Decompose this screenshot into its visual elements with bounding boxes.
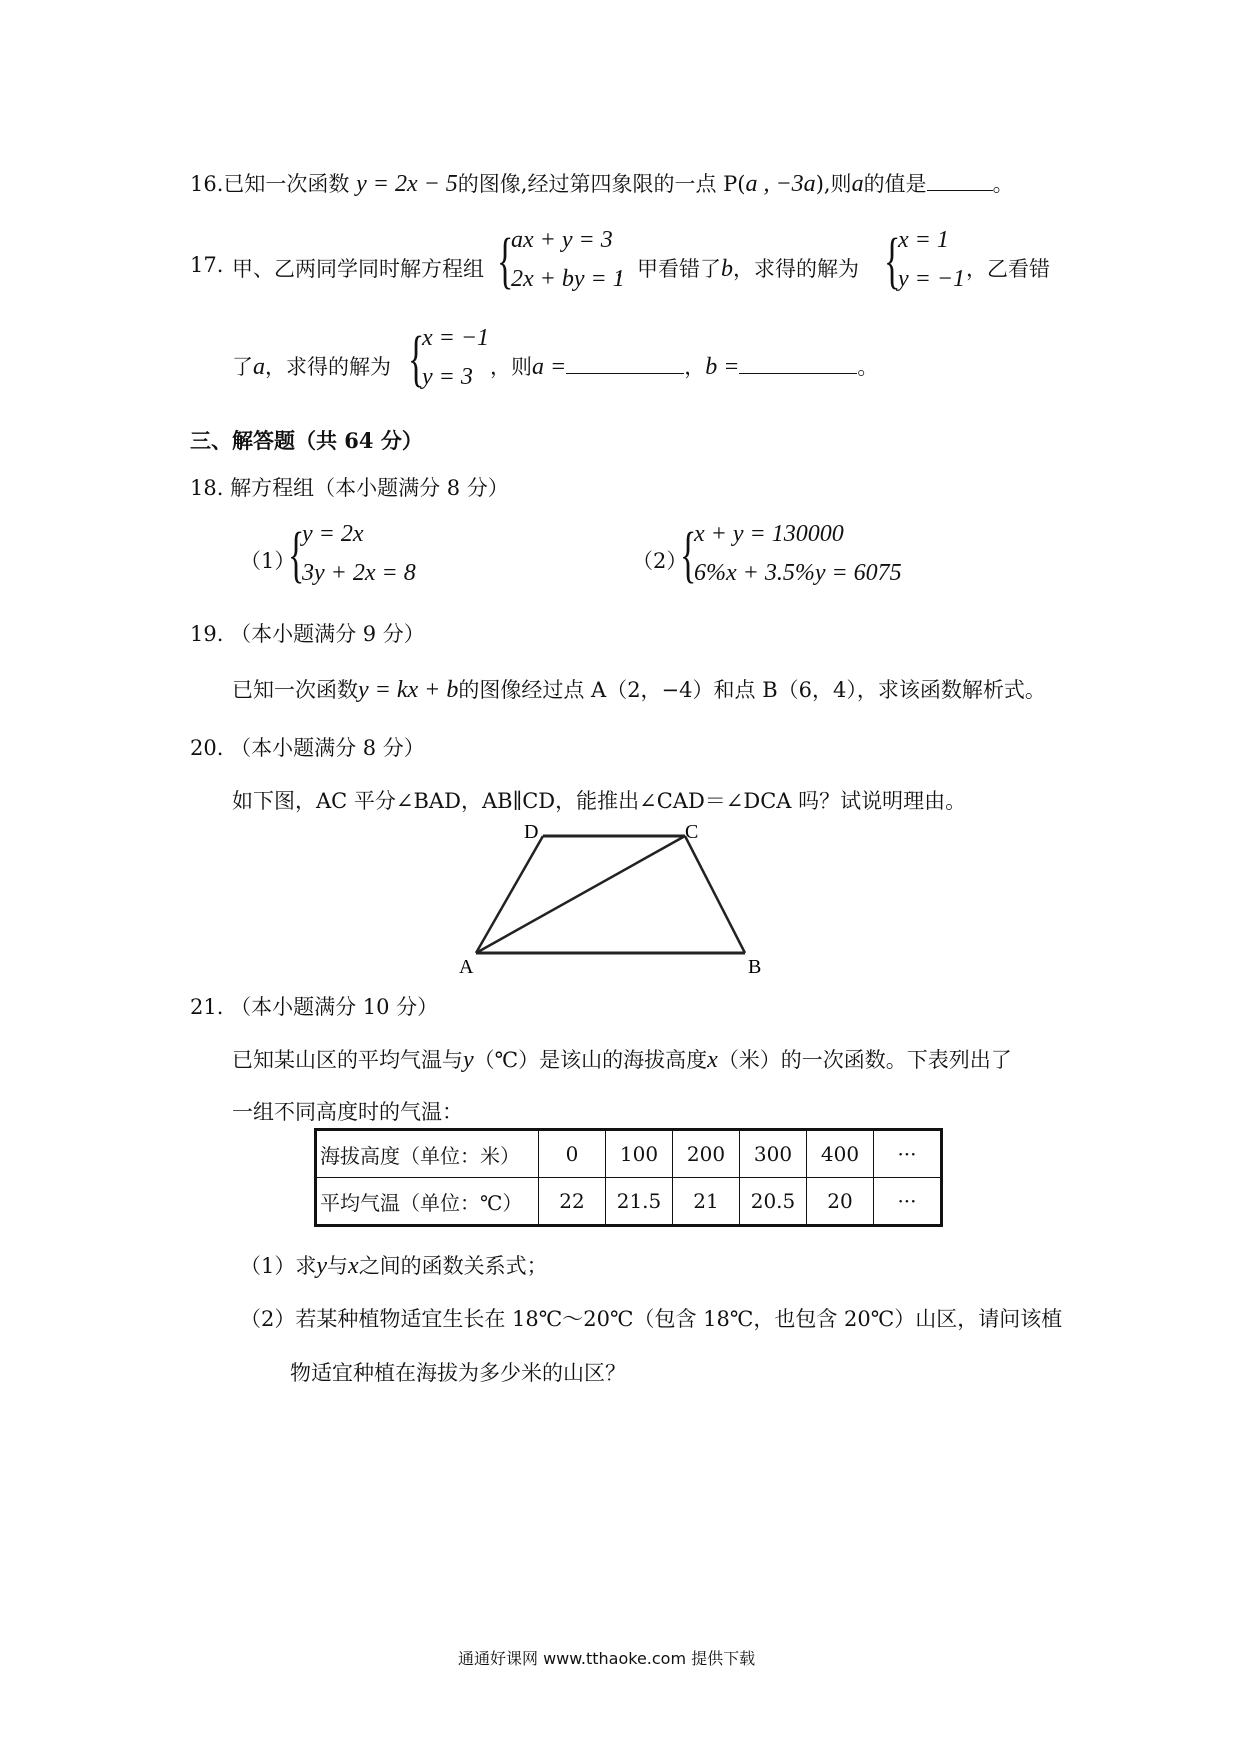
label-b: B <box>748 956 762 978</box>
table-cell: 平均气温（单位：℃） <box>316 1178 539 1226</box>
table-row <box>316 1178 942 1226</box>
q16-function: y = 2x − 5 <box>356 171 458 197</box>
q19-text: 已知一次函数y = kx + b的图像经过点 A（2，−4）和点 B（6，4），求该函数解析式。 <box>232 677 1046 703</box>
q18-part1-eq2: 3y + 2x = 8 <box>302 560 416 586</box>
q17-answer-a-label: a = <box>532 354 567 380</box>
q17-system-brace: { <box>497 227 514 295</box>
table-cell: 20.5 <box>740 1178 807 1226</box>
q16-text: 的图像,经过第四象限的一点 P( <box>457 172 746 196</box>
q21-var-y: y <box>463 1047 474 1073</box>
q17-answer-b-blank <box>739 351 857 374</box>
table-cell: 海拔高度（单位：米） <box>316 1130 539 1178</box>
section-3-title: 三、解答题（共 64 分） <box>190 428 423 453</box>
table-cell: ··· <box>874 1178 942 1226</box>
q18-part2-eq2: 6%x + 3.5%y = 6075 <box>694 560 902 586</box>
q16-text: 的值是 <box>863 172 927 196</box>
table-cell: 22 <box>539 1178 606 1226</box>
q17-sol2-brace: { <box>408 325 425 393</box>
q16-answer-blank <box>927 168 993 191</box>
q17-answer-b-label: b = <box>705 354 740 380</box>
q21-text-line1: 已知某山区的平均气温与y（℃）是该山的海拔高度x（米）的一次函数。下表列出了 <box>232 1047 1012 1073</box>
q17-sol1-eq2: y = −1 <box>898 266 966 292</box>
q16-text: ),则 <box>815 172 852 196</box>
q18-part2-label: （2） <box>632 549 688 573</box>
question-18-title: 18. 解方程组（本小题满分 8 分） <box>190 476 509 500</box>
q17-line2: 了a，求得的解为 <box>232 354 391 380</box>
q18-part2-brace: { <box>680 521 697 589</box>
q17-var-b: b <box>721 256 733 282</box>
q16-point: a , −3a <box>745 171 816 197</box>
trapezoid-figure <box>455 818 775 978</box>
q17-sol2-eq2: y = 3 <box>422 364 473 390</box>
table-cell: ··· <box>874 1130 942 1178</box>
q17-system-eq1: ax + y = 3 <box>511 227 613 253</box>
q17-answers: ，则a = ，b = 。 <box>490 351 878 381</box>
q18-part1-brace: { <box>288 521 305 589</box>
q16-var: a <box>851 171 864 197</box>
q17-text: 甲、乙两同学同时解方程组 <box>232 257 484 281</box>
q20-text: 如下图，AC 平分∠BAD，AB∥CD，能推出∠CAD＝∠DCA 吗？试说明理由。 <box>232 789 967 813</box>
q21-part2-line2: 物适宜种植在海拔为多少米的山区？ <box>290 1361 626 1385</box>
question-21-title: 21. （本小题满分 10 分） <box>190 995 439 1019</box>
segment-cb <box>685 836 745 953</box>
q21-var-x: x <box>707 1047 718 1073</box>
q18-part1-eq1: y = 2x <box>302 521 364 547</box>
q17-sol1-eq1: x = 1 <box>898 227 949 253</box>
table-cell: 300 <box>740 1130 807 1178</box>
q17-text: ，甲看错了b，求得的解为 <box>616 256 859 282</box>
q21-part1-var-x: x <box>348 1253 359 1279</box>
altitude-temperature-table <box>314 1128 943 1227</box>
q17-text: ，乙看错 <box>966 257 1050 281</box>
table-cell: 400 <box>807 1130 874 1178</box>
label-c: C <box>685 821 699 843</box>
question-17-number: 17. <box>190 253 224 277</box>
q17-sol2-eq1: x = −1 <box>422 325 490 351</box>
q19-function: y = kx + b <box>358 677 459 703</box>
q16-end: 。 <box>992 172 1014 196</box>
q16-text: 已知一次函数 <box>223 172 350 196</box>
q17-system-eq2: 2x + by = 1 <box>511 266 625 292</box>
question-20-title: 20. （本小题满分 8 分） <box>190 736 425 760</box>
q21-part1-var-y: y <box>316 1253 328 1279</box>
q16-number: 16. <box>190 172 224 196</box>
q18-part2-eq1: x + y = 130000 <box>694 521 844 547</box>
page-footer: 通通好课网 www.tthaoke.com 提供下载 <box>458 1649 756 1668</box>
table-cell: 21.5 <box>606 1178 673 1226</box>
q21-part1: （1）求y与x之间的函数关系式； <box>240 1253 548 1279</box>
table-row <box>316 1130 942 1178</box>
table-cell: 21 <box>673 1178 740 1226</box>
table-cell: 200 <box>673 1130 740 1178</box>
segment-ac <box>476 836 685 953</box>
q17-var-a: a <box>253 354 265 380</box>
q17-sol1-brace: { <box>884 227 901 295</box>
table-cell: 20 <box>807 1178 874 1226</box>
q21-part2-line1: （2）若某种植物适宜生长在 18℃～20℃（包含 18℃，也包含 20℃）山区，请问该植 <box>240 1307 1063 1331</box>
q17-answer-a-blank <box>566 351 684 374</box>
label-d: D <box>524 821 539 843</box>
label-a: A <box>459 956 474 978</box>
question-16 <box>190 168 1014 198</box>
q21-text-line2: 一组不同高度时的气温： <box>232 1100 463 1124</box>
table-cell: 0 <box>539 1130 606 1178</box>
table-cell: 100 <box>606 1130 673 1178</box>
question-19-title: 19. （本小题满分 9 分） <box>190 622 425 646</box>
q18-part1-label: （1） <box>240 549 296 573</box>
